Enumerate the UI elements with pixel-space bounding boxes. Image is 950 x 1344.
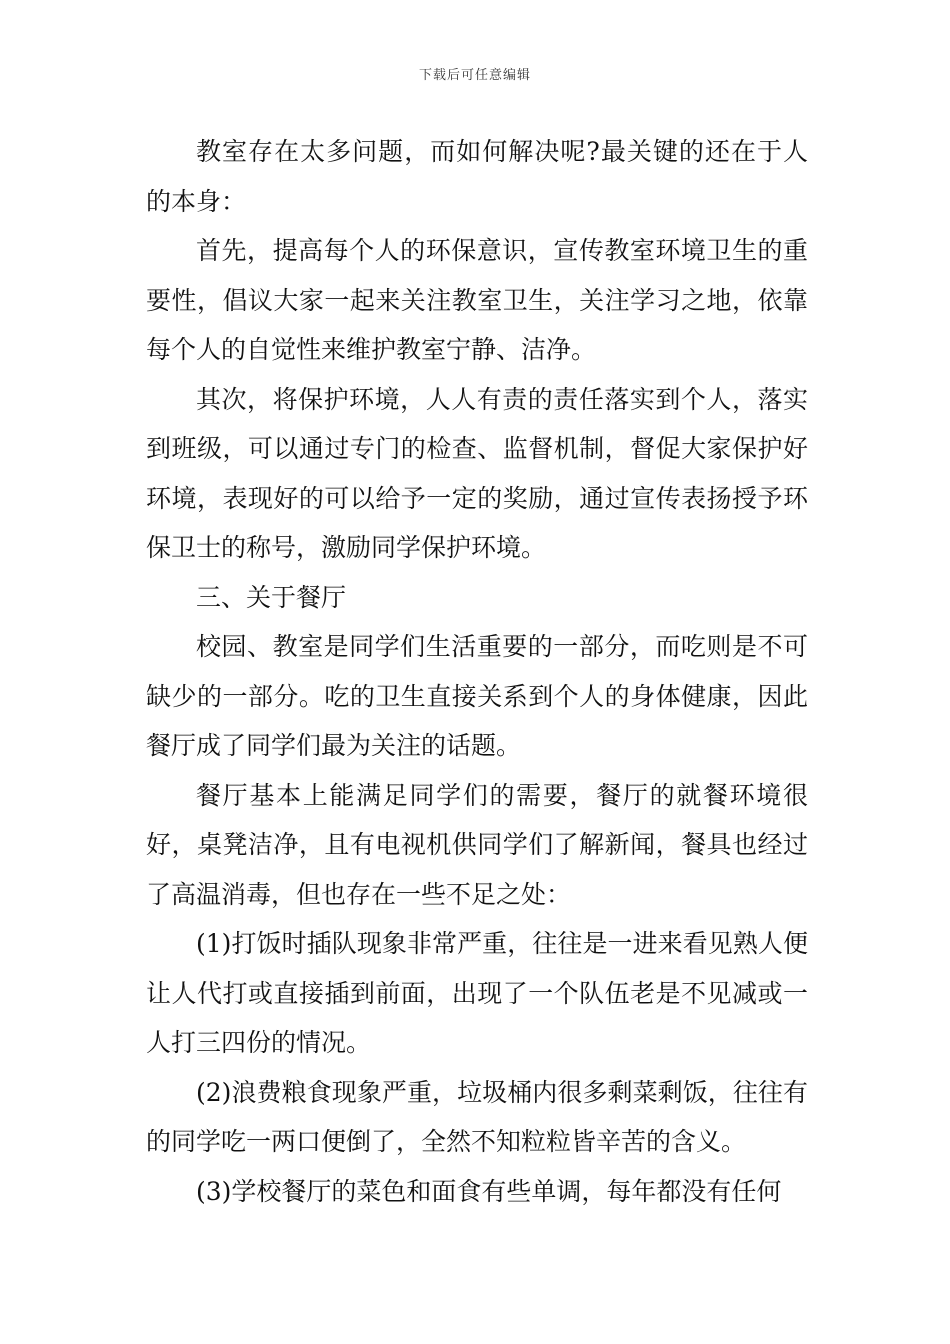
document-body [146, 127, 808, 1216]
paragraph-solution-intro: 教室存在太多问题，而如何解决呢?最关键的还在于人的本身： [146, 137, 808, 216]
paragraph-canteen-intro: 校园、教室是同学们生活重要的一部分，而吃则是不可缺少的一部分。吃的卫生直接关系到个人的身体健康，因此餐厅成了同学们最为关注的话题。 [146, 632, 808, 760]
section-heading-canteen: 三、关于餐厅 [196, 582, 347, 612]
paragraph-issue-3: (3)学校餐厅的菜色和面食有些单调，每年都没有任何 [196, 1176, 782, 1206]
paragraph-issue-2: (2)浪费粮食现象严重，垃圾桶内很多剩菜剩饭，往往有的同学吃一两口便倒了，全然不知粒粒皆辛苦的含义。 [146, 1077, 808, 1156]
paragraph-canteen-status: 餐厅基本上能满足同学们的需要，餐厅的就餐环境很好，桌凳洁净，且有电视机供同学们了解新闻，餐具也经过了高温消毒，但也存在一些不足之处： [146, 780, 808, 909]
paragraph-issue-1: (1)打饭时插队现象非常严重，往往是一进来看见熟人便让人代打或直接插到前面，出现了一个队伍老是不见减或一人打三四份的情况。 [146, 929, 808, 1057]
paragraph-first-measure: 首先，提高每个人的环保意识，宣传教室环境卫生的重要性，倡议大家一起来关注教室卫生，关注学习之地，依靠每个人的自觉性来维护教室宁静、洁净。 [146, 236, 808, 364]
paragraph-second-measure: 其次，将保护环境，人人有责的责任落实到个人，落实到班级，可以通过专门的检查、监督机制，督促大家保护好环境，表现好的可以给予一定的奖励，通过宣传表扬授予环保卫士的称号，激励同学保护环境。 [146, 384, 808, 562]
page-header: 下载后可任意编辑 [418, 68, 531, 83]
